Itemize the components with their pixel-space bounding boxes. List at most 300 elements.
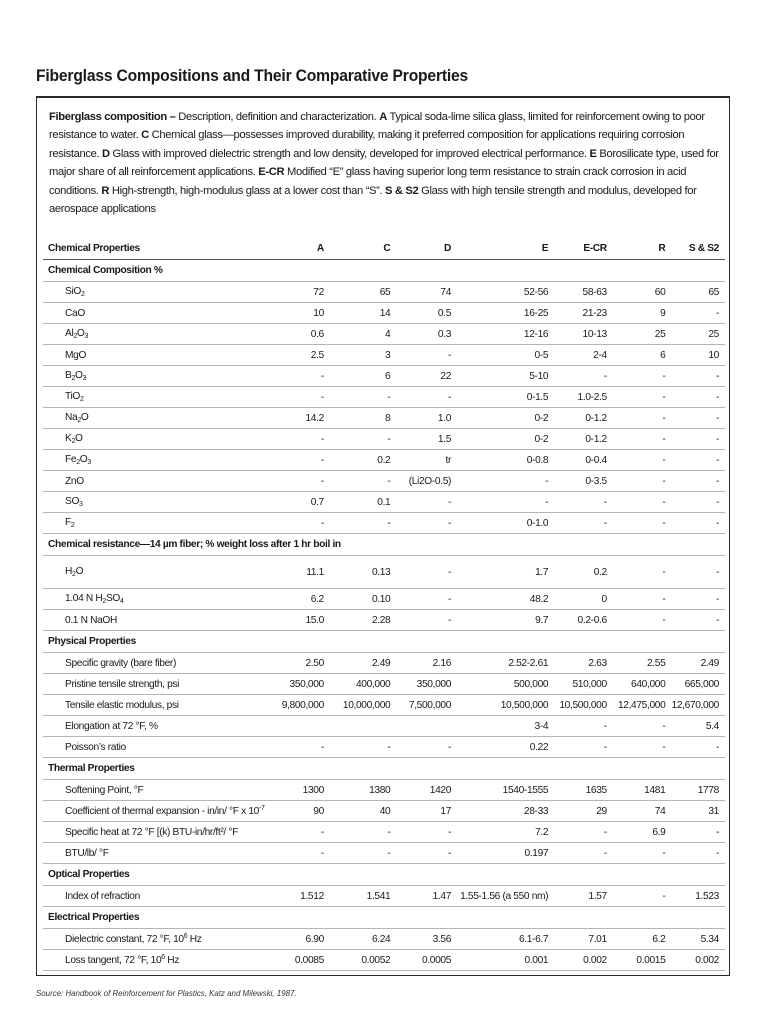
value-cell: 7.2 [457, 822, 554, 843]
value-cell: 3 [330, 345, 396, 366]
intro-term: C [141, 129, 149, 142]
value-cell: - [396, 492, 457, 513]
value-cell: 1.5 [396, 429, 457, 450]
table-frame [36, 96, 730, 976]
value-cell: 6.2 [265, 589, 330, 610]
intro-term: R [101, 184, 110, 197]
value-cell: - [396, 513, 457, 534]
header-glass-type: D [396, 237, 457, 260]
label-text: SO [105, 593, 120, 604]
table-row [43, 450, 725, 471]
property-label [43, 366, 265, 387]
header-glass-type: C [330, 237, 396, 260]
value-cell: - [613, 589, 672, 610]
label-text: Index of refraction [65, 890, 140, 902]
value-cell: - [265, 450, 330, 471]
table-row [43, 345, 725, 366]
subscript: 2 [71, 438, 75, 445]
value-cell: 1420 [396, 780, 457, 801]
label-text: O [76, 328, 85, 339]
value-cell: 10 [671, 345, 725, 366]
value-cell: 2.28 [330, 610, 396, 631]
value-cell: 6.24 [330, 929, 396, 950]
value-cell: - [396, 843, 457, 864]
value-cell: 0.22 [457, 737, 554, 758]
property-label [43, 674, 265, 695]
value-cell: - [396, 556, 457, 589]
value-cell: 0.7 [265, 492, 330, 513]
value-cell: 0.10 [330, 589, 396, 610]
section-row [43, 260, 725, 282]
section-heading: Electrical Properties [43, 907, 725, 929]
label-text: O [80, 412, 89, 423]
label-text: Softening Point, °F [65, 784, 144, 796]
value-cell: - [613, 429, 672, 450]
value-cell: - [671, 408, 725, 429]
value-cell: 65 [330, 282, 396, 303]
value-cell: 350,000 [265, 674, 330, 695]
value-cell: - [613, 556, 672, 589]
section-row [43, 534, 725, 556]
subscript: 3 [84, 333, 89, 340]
value-cell: 90 [265, 801, 330, 822]
value-cell: 0-1.5 [457, 387, 554, 408]
intro-term: E [589, 147, 597, 160]
value-cell: - [671, 513, 725, 534]
value-cell: 17 [396, 801, 457, 822]
table-row [43, 471, 725, 492]
table-row [43, 589, 725, 610]
value-cell: - [554, 737, 613, 758]
property-label [43, 282, 265, 303]
value-cell: 40 [330, 801, 396, 822]
value-cell: 400,000 [330, 674, 396, 695]
subscript: 2 [102, 598, 106, 605]
value-cell: - [613, 450, 672, 471]
property-label [43, 513, 265, 534]
label-text: Coefficient of thermal expansion - in/in/ °F x 10 [65, 806, 259, 817]
table-row [43, 513, 725, 534]
value-cell: 640,000 [613, 674, 672, 695]
value-cell: 1.47 [396, 886, 457, 907]
label-text: Loss tangent, 72 °F, 10 [65, 955, 162, 966]
value-cell: - [457, 492, 554, 513]
value-cell: - [330, 429, 396, 450]
value-cell: 2-4 [554, 345, 613, 366]
section-row [43, 631, 725, 653]
value-cell: 0.002 [671, 950, 725, 971]
value-cell: - [671, 450, 725, 471]
value-cell: 6.1-6.7 [457, 929, 554, 950]
value-cell: 25 [613, 324, 672, 345]
value-cell: 0-2 [457, 429, 554, 450]
subscript: 3 [79, 501, 83, 508]
section-heading: Physical Properties [43, 631, 725, 653]
value-cell: 29 [554, 801, 613, 822]
property-label [43, 716, 265, 737]
value-cell: 0-5 [457, 345, 554, 366]
value-cell [265, 716, 330, 737]
label-text: Pristine tensile strength, psi [65, 678, 180, 690]
value-cell: 0.1 [330, 492, 396, 513]
value-cell: - [671, 589, 725, 610]
property-label [43, 450, 265, 471]
value-cell: 1300 [265, 780, 330, 801]
subscript: 2 [72, 571, 76, 578]
label-text: BTU/lb/ °F [65, 847, 109, 859]
value-cell: 0.2 [554, 556, 613, 589]
label-text: O [75, 370, 83, 381]
header-glass-type: A [265, 237, 330, 260]
table-row [43, 387, 725, 408]
value-cell: - [613, 716, 672, 737]
table-row [43, 674, 725, 695]
value-cell: - [613, 408, 672, 429]
value-cell: 1.7 [457, 556, 554, 589]
value-cell: 65 [671, 282, 725, 303]
value-cell: - [265, 513, 330, 534]
value-cell: - [613, 843, 672, 864]
value-cell: 2.50 [265, 653, 330, 674]
label-text: O [75, 433, 83, 444]
value-cell: 1540-1555 [457, 780, 554, 801]
value-cell: 0.0085 [265, 950, 330, 971]
value-cell: - [613, 366, 672, 387]
intro-text: Description, definition and characterization. [178, 111, 380, 123]
header-glass-type: E [457, 237, 554, 260]
label-text: TiO [65, 391, 80, 402]
value-cell: 9 [613, 303, 672, 324]
subscript: 3 [87, 459, 91, 466]
value-cell: 1.512 [265, 886, 330, 907]
subscript: 3 [82, 375, 87, 382]
value-cell: 21-23 [554, 303, 613, 324]
value-cell: 1481 [613, 780, 672, 801]
value-cell: 58-63 [554, 282, 613, 303]
value-cell: 28-33 [457, 801, 554, 822]
property-label [43, 780, 265, 801]
intro-term: E-CR [258, 166, 285, 179]
value-cell: 1.523 [671, 886, 725, 907]
intro-term: A [379, 111, 387, 123]
value-cell: 2.63 [554, 653, 613, 674]
label-text: Al [65, 328, 74, 339]
property-label [43, 589, 265, 610]
value-cell: 14 [330, 303, 396, 324]
property-label [43, 556, 265, 589]
value-cell: 6 [613, 345, 672, 366]
label-text: Hz [164, 955, 180, 966]
property-label [43, 929, 265, 950]
header-glass-type: E-CR [554, 237, 613, 260]
value-cell: - [671, 556, 725, 589]
intro-term: S & S2 [385, 184, 419, 197]
value-cell: 1.57 [554, 886, 613, 907]
section-heading: Thermal Properties [43, 758, 725, 780]
value-cell: 3-4 [457, 716, 554, 737]
value-cell: - [265, 429, 330, 450]
table-row [43, 653, 725, 674]
subscript: 2 [77, 417, 81, 424]
label-text: O [79, 454, 88, 465]
label-text: K [65, 433, 72, 444]
value-cell: 0.2 [330, 450, 396, 471]
intro-term: D [102, 147, 110, 160]
label-text: Elongation at 72 °F, % [65, 720, 158, 732]
value-cell: 2.52-2.61 [457, 653, 554, 674]
intro-text: Glass with high tensile strength and modulus, developed for aerospace applications [49, 184, 697, 216]
value-cell: 22 [396, 366, 457, 387]
label-text: SiO [65, 286, 81, 297]
table-row [43, 303, 725, 324]
table-row [43, 492, 725, 513]
subscript: 4 [119, 598, 124, 605]
value-cell: 1778 [671, 780, 725, 801]
label-text: F [65, 517, 71, 528]
subscript: 2 [76, 459, 80, 466]
value-cell: 10-13 [554, 324, 613, 345]
section-heading: Chemical Composition % [43, 260, 725, 282]
table-row [43, 822, 725, 843]
intro-text: Borosilicate type, used for major share of all reinforcement applications. [49, 147, 719, 179]
value-cell: - [457, 471, 554, 492]
value-cell: - [613, 471, 672, 492]
label-text: Hz [187, 934, 202, 945]
value-cell: - [613, 492, 672, 513]
value-cell [396, 716, 457, 737]
value-cell: 9.7 [457, 610, 554, 631]
value-cell: - [554, 822, 613, 843]
value-cell: 74 [396, 282, 457, 303]
value-cell: - [330, 737, 396, 758]
value-cell: 0-3.5 [554, 471, 613, 492]
value-cell: - [554, 366, 613, 387]
value-cell: - [396, 345, 457, 366]
label-text: Specific gravity (bare fiber) [65, 657, 177, 669]
table-row [43, 324, 725, 345]
label-text: 1.04 N H [65, 593, 103, 604]
value-cell: 2.49 [671, 653, 725, 674]
value-cell: - [265, 471, 330, 492]
property-label [43, 610, 265, 631]
intro-text: Modified “E” glass having superior long term resistance to strain crack corrosion in acid conditions. [49, 166, 687, 197]
property-label [43, 843, 265, 864]
value-cell: 0.0052 [330, 950, 396, 971]
section-heading: Optical Properties [43, 864, 725, 886]
value-cell: 10,500,000 [457, 695, 554, 716]
table-row [43, 695, 725, 716]
value-cell: 7,500,000 [396, 695, 457, 716]
value-cell: 1380 [330, 780, 396, 801]
intro-text: Typical soda-lime silica glass, limited for reinforcement owing to poor resistance to water. [49, 111, 705, 142]
property-label [43, 471, 265, 492]
value-cell: - [330, 843, 396, 864]
value-cell: - [671, 387, 725, 408]
value-cell: 510,000 [554, 674, 613, 695]
value-cell: 60 [613, 282, 672, 303]
table-row [43, 950, 725, 971]
value-cell: 6.9 [613, 822, 672, 843]
value-cell [330, 716, 396, 737]
value-cell: 1.0 [396, 408, 457, 429]
value-cell: 0.2-0.6 [554, 610, 613, 631]
table-row [43, 282, 725, 303]
value-cell: - [613, 387, 672, 408]
intro-term: Fiberglass composition – [49, 111, 179, 123]
value-cell: 0.0005 [396, 950, 457, 971]
value-cell: 1.55-1.56 (a 550 nm) [457, 886, 554, 907]
subscript: 2 [79, 396, 84, 403]
value-cell: - [671, 610, 725, 631]
property-label [43, 324, 265, 345]
value-cell: 2.55 [613, 653, 672, 674]
value-cell: 2.5 [265, 345, 330, 366]
value-cell: 8 [330, 408, 396, 429]
property-label [43, 345, 265, 366]
value-cell: 12,670,000 [671, 695, 725, 716]
subscript: 2 [73, 333, 77, 340]
label-text: Tensile elastic modulus, psi [65, 699, 179, 711]
page-title: Fiberglass Compositions and Their Comparative Properties [36, 66, 469, 85]
value-cell: - [396, 737, 457, 758]
value-cell: 665,000 [671, 674, 725, 695]
value-cell: - [330, 387, 396, 408]
value-cell: - [396, 822, 457, 843]
value-cell: - [554, 492, 613, 513]
property-label [43, 695, 265, 716]
value-cell: - [671, 822, 725, 843]
header-glass-type: R [613, 237, 672, 260]
label-text: CaO [65, 307, 85, 319]
value-cell: - [330, 471, 396, 492]
value-cell: 48.2 [457, 589, 554, 610]
value-cell: 0.6 [265, 324, 330, 345]
properties-table [43, 237, 725, 971]
property-label [43, 387, 265, 408]
label-text: Dielectric constant, 72 °F, 10 [65, 934, 184, 945]
table-row [43, 556, 725, 589]
section-row [43, 907, 725, 929]
value-cell: 6.90 [265, 929, 330, 950]
value-cell: 0-0.8 [457, 450, 554, 471]
property-label [43, 408, 265, 429]
value-cell: 7.01 [554, 929, 613, 950]
value-cell: 1635 [554, 780, 613, 801]
label-text: H [65, 566, 73, 577]
value-cell: 52-56 [457, 282, 554, 303]
value-cell: - [265, 822, 330, 843]
value-cell: 0-1.0 [457, 513, 554, 534]
value-cell: 0 [554, 589, 613, 610]
value-cell: 350,000 [396, 674, 457, 695]
source-citation: Source: Handbook of Reinforcement for Plastics, Katz and Milewski, 1987. [36, 988, 297, 998]
table-row [43, 801, 725, 822]
value-cell: 10 [265, 303, 330, 324]
label-text: SO [65, 496, 80, 507]
value-cell: 5.4 [671, 716, 725, 737]
label-text: O [75, 566, 84, 577]
label-text: 0.1 N NaOH [65, 614, 117, 626]
property-label [43, 429, 265, 450]
section-row [43, 864, 725, 886]
value-cell: 0-1.2 [554, 408, 613, 429]
value-cell: 14.2 [265, 408, 330, 429]
table-row [43, 886, 725, 907]
value-cell: 25 [671, 324, 725, 345]
value-cell: 0-2 [457, 408, 554, 429]
value-cell: - [671, 429, 725, 450]
value-cell: - [671, 303, 725, 324]
value-cell: 0-0.4 [554, 450, 613, 471]
value-cell: 11.1 [265, 556, 330, 589]
intro-text: High-strength, high-modulus glass at a lower cost than “S”. [109, 184, 386, 197]
value-cell: - [671, 843, 725, 864]
label-text: B [65, 370, 72, 381]
value-cell: - [613, 737, 672, 758]
label-text: ZnO [65, 475, 84, 487]
value-cell: - [396, 387, 457, 408]
value-cell: 12-16 [457, 324, 554, 345]
value-cell: 3.56 [396, 929, 457, 950]
value-cell: - [396, 589, 457, 610]
subscript: 2 [80, 291, 85, 298]
table-row [43, 716, 725, 737]
value-cell: 1.0-2.5 [554, 387, 613, 408]
table-row [43, 737, 725, 758]
table-row [43, 366, 725, 387]
value-cell: 500,000 [457, 674, 554, 695]
value-cell: 0.197 [457, 843, 554, 864]
value-cell: 74 [613, 801, 672, 822]
value-cell: 0.5 [396, 303, 457, 324]
property-label [43, 653, 265, 674]
header-glass-type: S & S2 [671, 237, 725, 260]
value-cell: - [671, 492, 725, 513]
composition-description [49, 108, 725, 218]
value-cell: 10,000,000 [330, 695, 396, 716]
value-cell: - [613, 886, 672, 907]
value-cell: 1.541 [330, 886, 396, 907]
value-cell: (Li2O-0.5) [396, 471, 457, 492]
value-cell: - [265, 387, 330, 408]
header-property: Chemical Properties [43, 237, 265, 260]
value-cell: - [671, 471, 725, 492]
table-row [43, 780, 725, 801]
intro-text: Glass with improved dielectric strength and low density, developed for improved electrical performance. [109, 147, 590, 160]
value-cell: - [265, 366, 330, 387]
table-row [43, 610, 725, 631]
value-cell: 2.16 [396, 653, 457, 674]
value-cell: 15.0 [265, 610, 330, 631]
property-label [43, 801, 265, 822]
value-cell: 72 [265, 282, 330, 303]
value-cell: - [671, 366, 725, 387]
value-cell: 10,500,000 [554, 695, 613, 716]
value-cell: 0.0015 [613, 950, 672, 971]
value-cell: 2.49 [330, 653, 396, 674]
value-cell: 5-10 [457, 366, 554, 387]
label-text: MgO [65, 349, 87, 361]
value-cell: - [554, 513, 613, 534]
value-cell: 0-1.2 [554, 429, 613, 450]
value-cell: 0.3 [396, 324, 457, 345]
value-cell: 0.13 [330, 556, 396, 589]
table-row [43, 843, 725, 864]
value-cell: - [330, 513, 396, 534]
table-row [43, 929, 725, 950]
value-cell: - [554, 843, 613, 864]
value-cell: 31 [671, 801, 725, 822]
